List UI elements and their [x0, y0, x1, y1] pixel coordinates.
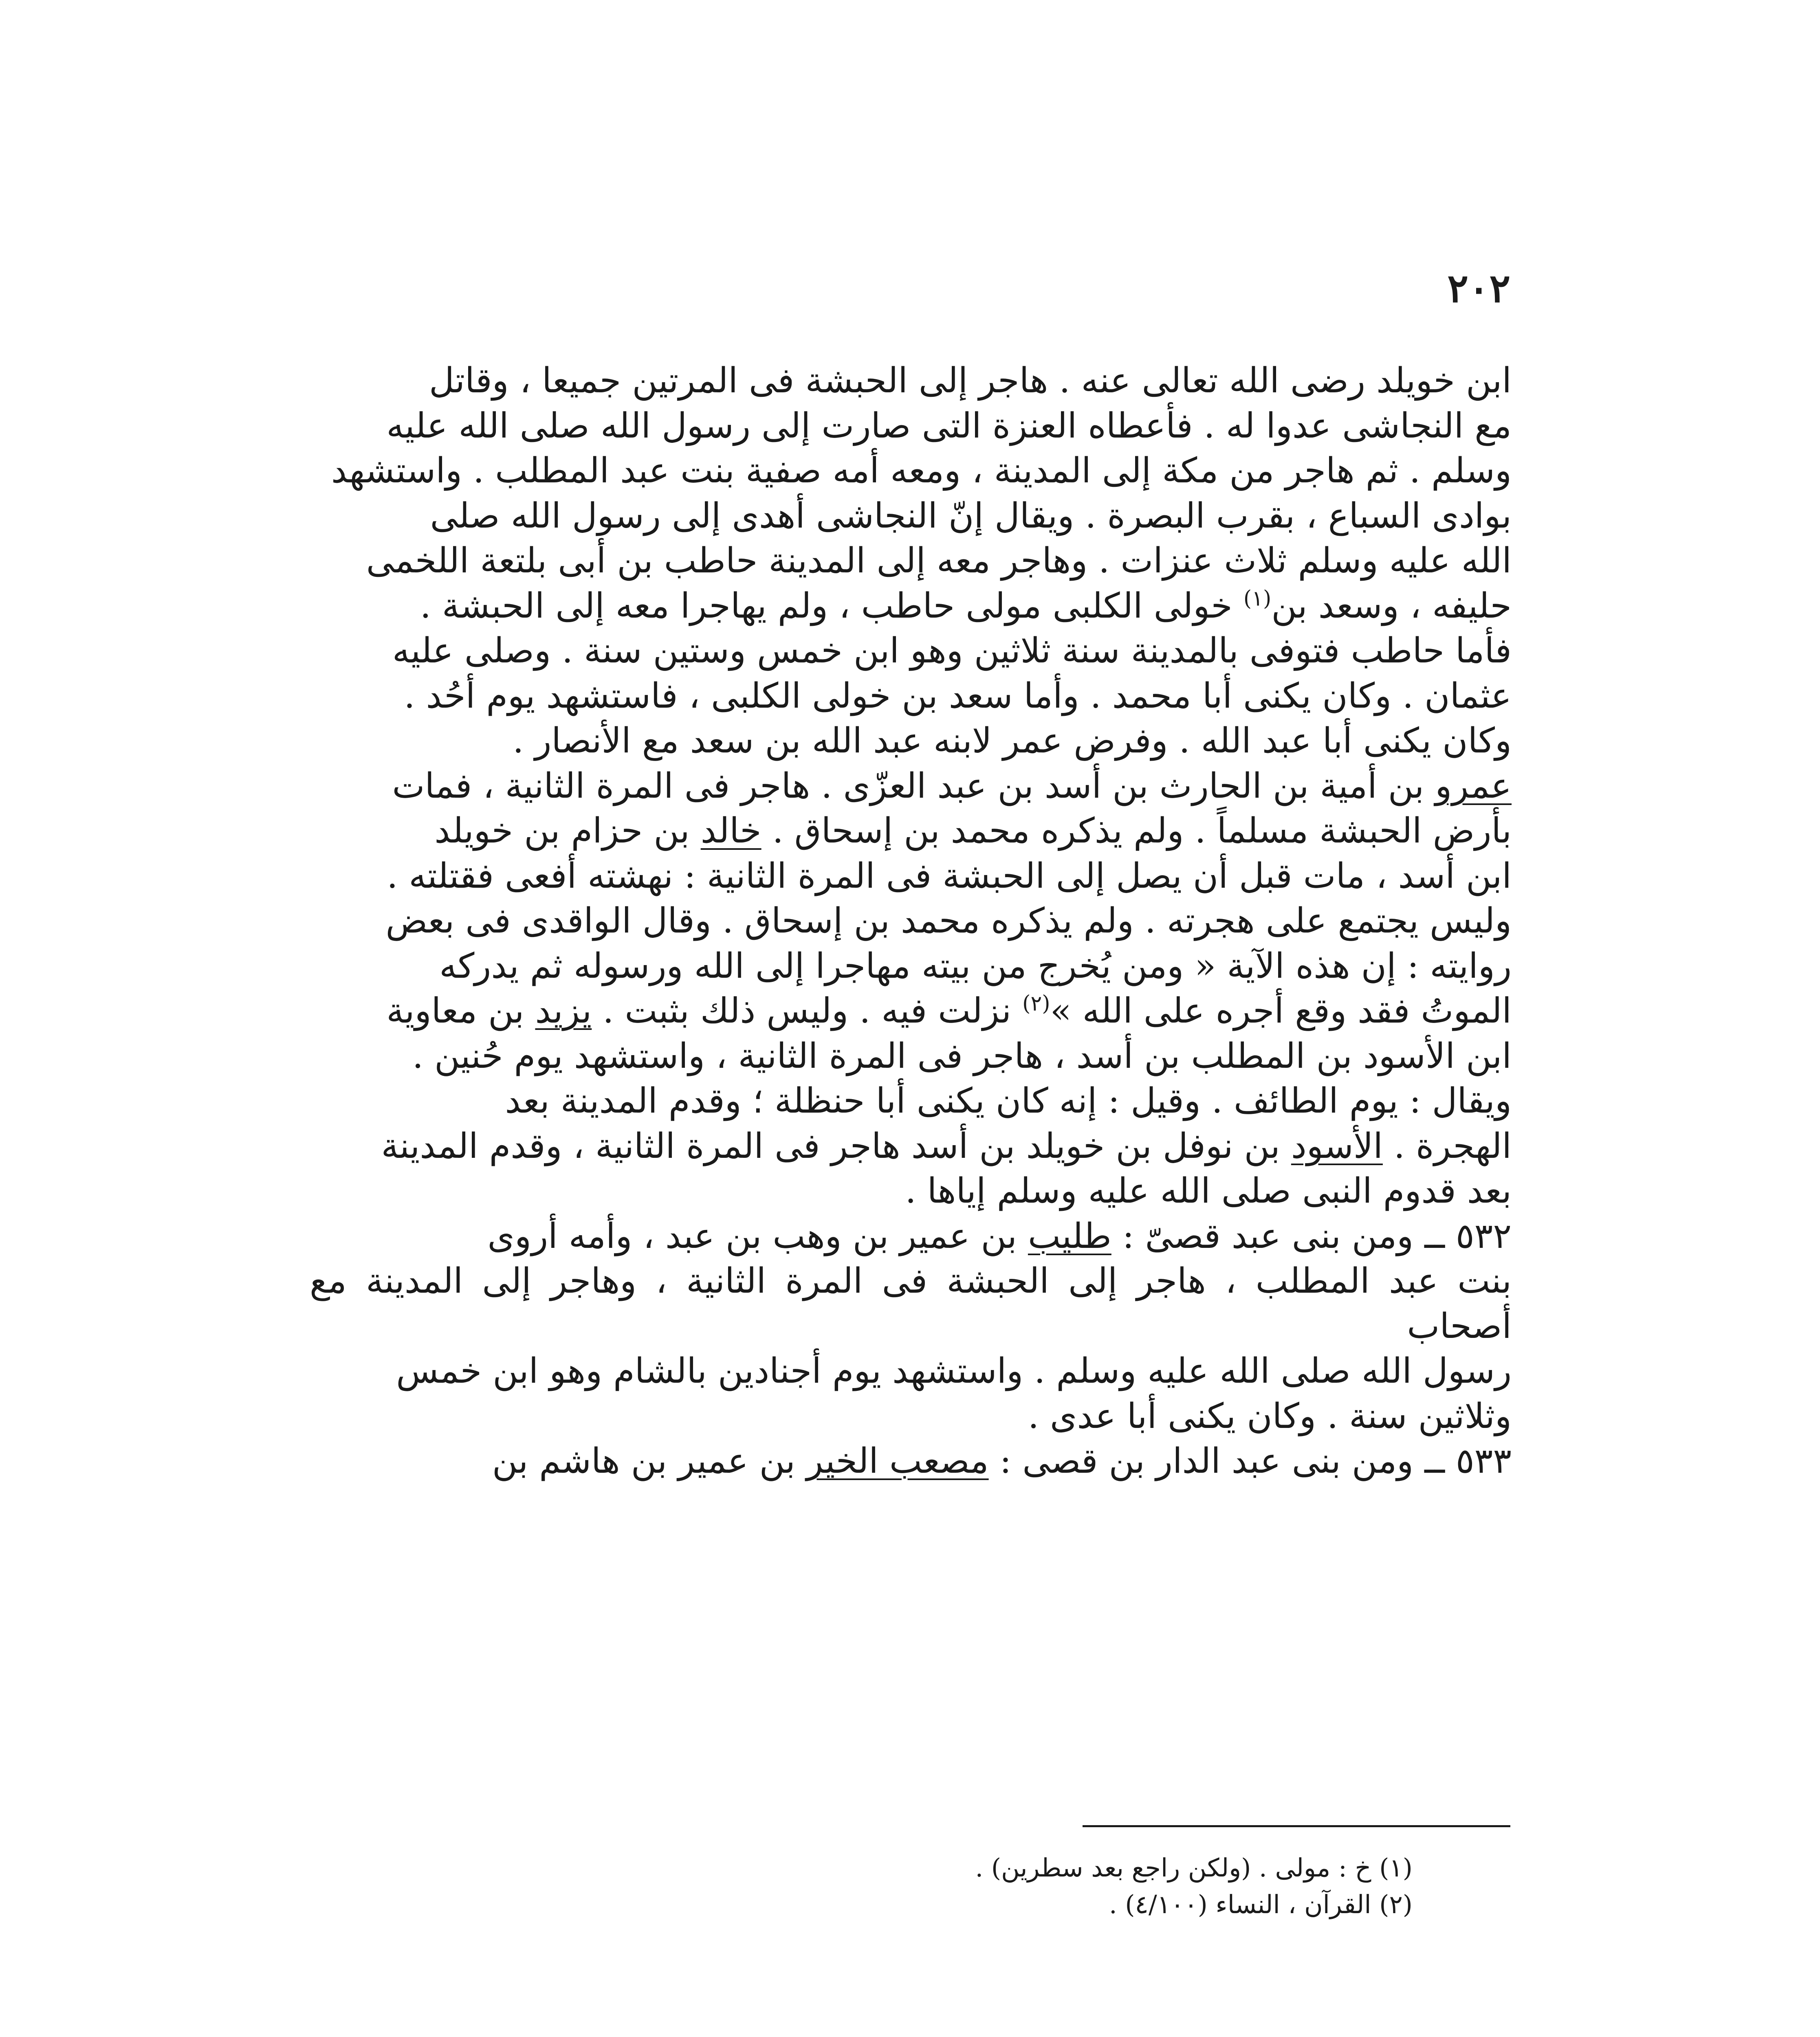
text-line — [310, 989, 1512, 1034]
text-line: وكان يكنى أبا عبد الله . وفرض عمر لابنه عبد الله بن سعد مع الأنصار . — [513, 721, 1512, 761]
text-line: مع النجاشى عدوا له . فأعطاه العنزة التى صارت إلى رسول الله صلى الله عليه — [386, 405, 1512, 446]
footnote-1: (١) خ : مولى . (ولكن راجع بعد سطرين) . — [975, 1853, 1413, 1883]
text-segment: بن معاوية — [386, 991, 535, 1031]
text-line: ويقال : يوم الطائف . وقيل : إنه كان يكنى أبا حنظلة ؛ وقدم المدينة بعد — [505, 1081, 1512, 1121]
text-line: فأما حاطب فتوفى بالمدينة سنة ثلاثين وهو ابن خمس وستين سنة . وصلى عليه — [392, 631, 1512, 671]
text-line: بعد قدوم النبى صلى الله عليه وسلم إياها . — [905, 1171, 1512, 1211]
text-line — [310, 809, 1512, 854]
text-segment: ٥٣٢ ــ ومن بنى عبد قصىّ : — [1111, 1216, 1512, 1256]
text-segment: نزلت فيه . وليس ذلك بثبت . — [592, 991, 1023, 1031]
text-line: عثمان . وكان يكنى أبا محمد . وأما سعد بن خولى الكلبى ، فاستشهد يوم أحُد . — [404, 675, 1512, 716]
underlined-name: طليب — [1028, 1216, 1111, 1256]
text-segment: بن أمية بن الحارث بن أسد بن عبد العزّى . هاجر فى المرة الثانية ، فمات — [392, 766, 1435, 806]
text-line: ابن خويلد رضى الله تعالى عنه . هاجر إلى الحبشة فى المرتين جميعا ، وقاتل — [429, 361, 1512, 401]
main-text — [310, 359, 1512, 1825]
text-segment: ٥٣٣ ــ ومن بنى عبد الدار بن قصى : — [988, 1441, 1512, 1481]
text-segment: بأرض الحبشة مسلماً . ولم يذكره محمد بن إسحاق . — [761, 811, 1512, 851]
text-segment: بن نوفل بن خويلد بن أسد هاجر فى المرة الثانية ، وقدم المدينة — [381, 1126, 1291, 1166]
footnote-divider — [1083, 1825, 1510, 1827]
underlined-name: خالد — [700, 811, 761, 851]
text-line: بنت عبد المطلب ، هاجر إلى الحبشة فى المرة الثانية ، وهاجر إلى المدينة مع أصحاب — [310, 1261, 1512, 1346]
footnote-ref-1: (١) — [1243, 586, 1272, 611]
text-line — [310, 1124, 1512, 1169]
text-line — [310, 764, 1512, 809]
text-segment: خولى الكلبى مولى حاطب ، ولم يهاجرا معه إلى الحبشة . — [420, 585, 1243, 626]
text-line: رسول الله صلى الله عليه وسلم . واستشهد يوم أجنادين بالشام وهو ابن خمس — [396, 1351, 1512, 1391]
text-line: ابن أسد ، مات قبل أن يصل إلى الحبشة فى المرة الثانية : نهشته أفعى فقتلته . — [387, 856, 1512, 896]
text-line: وليس يجتمع على هجرته . ولم يذكره محمد بن إسحاق . وقال الواقدى فى بعض — [385, 901, 1512, 941]
text-line: وثلاثين سنة . وكان يكنى أبا عدى . — [1028, 1396, 1512, 1436]
underlined-name: مصعب الخير — [806, 1441, 989, 1481]
underlined-name: الأسود — [1291, 1126, 1383, 1166]
underlined-name: عمرو — [1435, 766, 1512, 806]
page-number: ٢٠٢ — [1447, 265, 1510, 311]
text-segment: بن حزام بن خويلد — [434, 811, 701, 851]
text-segment: حليفه ، وسعد بن — [1271, 585, 1512, 626]
text-line: الله عليه وسلم ثلاث عنزات . وهاجر معه إلى المدينة حاطب بن أبى بلتعة اللخمى — [366, 541, 1512, 581]
text-line: ابن الأسود بن المطلب بن أسد ، هاجر فى المرة الثانية ، واستشهد يوم حُنين . — [412, 1036, 1512, 1076]
text-line — [310, 1214, 1512, 1259]
text-segment: الموتُ فقد وقع أجره على الله » — [1050, 991, 1512, 1031]
text-line — [310, 584, 1512, 629]
text-line: بوادى السباع ، بقرب البصرة . ويقال إنّ النجاشى أهدى إلى رسول الله صلى — [430, 495, 1512, 536]
text-segment: بن عمير بن وهب بن عبد ، وأمه أروى — [487, 1216, 1028, 1256]
text-line — [310, 1439, 1512, 1484]
underlined-name: يزيد — [535, 991, 592, 1031]
footnote-2: (٢) القرآن ، النساء (٤/١٠٠) . — [1109, 1889, 1413, 1919]
text-segment: بن عمير بن هاشم بن — [492, 1441, 806, 1481]
text-line: روايته : إن هذه الآية « ومن يُخرج من بيته مهاجرا إلى الله ورسوله ثم يدركه — [439, 946, 1512, 986]
text-line: وسلم . ثم هاجر من مكة إلى المدينة ، ومعه أمه صفية بنت عبد المطلب . واستشهد — [331, 451, 1512, 491]
footnote-ref-2: (٢) — [1022, 991, 1050, 1016]
footnotes — [435, 1850, 1413, 1923]
text-segment: الهجرة . — [1382, 1126, 1512, 1166]
